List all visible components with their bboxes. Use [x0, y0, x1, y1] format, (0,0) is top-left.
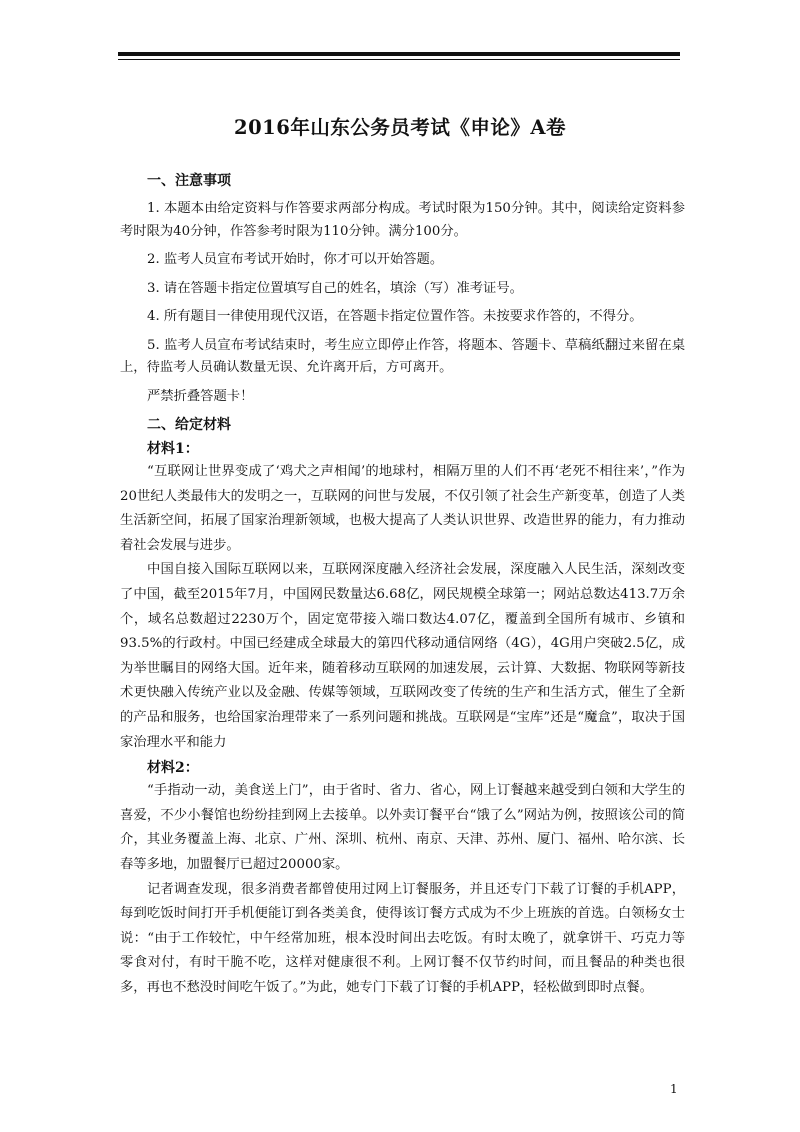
note-item-4: 4. 所有题目一律使用现代汉语，在答题卡指定位置作答。未按要求作答的，不得分。 [147, 309, 643, 324]
material-2-label: 材料2： [147, 760, 199, 777]
notes-heading: 一、注意事项 [147, 173, 231, 189]
material-1-paragraph-2: 中国自接入国际互联网以来，互联网深度融入经济社会发展，深度融入人民生活，深刻改变了中国，截至2015年7月，中国网民数量达6.68亿，网民规模全球第一；网站总数达413.7万余个，域名总数超过2230万个，固定宽带接入端口数达4.07亿，覆盖到全国所有城市、乡镇和93.5%的行政村。中国已经建成全球最大的第四代移动通信网络（4G），4G用户突破2.5亿，成为举世瞩目的网络大国。近年来，随着移动互联网的加速发展，云计算、大数据、物联网等新技术更快融入传统产业以及金融、传媒等领域，互联网改变了传统的生产和生活方式，催生了全新的产品和服务，也给国家治理带来了一系列问题和挑战。互联网是“宝库”还是“魔盒”，取决于国家治理水平和能力 [120, 562, 685, 750]
material-2-paragraph-2: 记者调查发现，很多消费者都曾使用过网上订餐服务，并且还专门下载了订餐的手机APP，每到吃饭时间打开手机便能订到各类美食，使得该订餐方式成为不少上班族的首选。白领杨女士说：“由于工作较忙，中午经常加班，根本没时间出去吃饭。有时太晚了，就拿饼干、巧克力等零食对付，有时干脆不吃，这样对健康很不利。上网订餐不仅节约时间，而且餐品的种类也很多，再也不愁没时间吃午饭了。”为此，她专门下载了订餐的手机APP，轻松做到即时点餐。 [120, 881, 685, 995]
materials-heading: 二、给定材料 [147, 417, 231, 433]
note-item-1: 1. 本题本由给定资料与作答要求两部分构成。考试时限为150分钟。其中，阅读给定资料参考时限为40分钟，作答参考时限为110分钟。满分100分。 [120, 201, 685, 239]
note-item-5: 5. 监考人员宣布考试结束时，考生应立即停止作答，将题本、答题卡、草稿纸翻过来留在桌上，待监考人员确认数量无误、允许离开后，方可离开。 [120, 337, 685, 375]
document-title: 2016年山东公务员考试《申论》A卷 [234, 116, 566, 139]
header-rule-thin [118, 59, 680, 60]
note-item-3: 3. 请在答题卡指定位置填写自己的姓名，填涂（写）准考证号。 [147, 280, 523, 296]
header-rule-thick [118, 52, 680, 56]
material-2-paragraph-1: “手指动一动，美食送上门”，由于省时、省力、省心，网上订餐越来越受到白领和大学生的喜爱，不少小餐馆也纷纷挂到网上去接单。以外卖订餐平台“饿了么”网站为例，按照该公司的简介，其业务覆盖上海、北京、广州、深圳、杭州、南京、天津、苏州、厦门、福州、哈尔滨、长春等多地，加盟餐厅已超过20000家。 [120, 783, 685, 872]
material-1-paragraph-1: “互联网让世界变成了‘鸡犬之声相闻’的地球村，相隔万里的人们不再‘老死不相往来’，”作为20世纪人类最伟大的发明之一，互联网的问世与发展，不仅引领了社会生产新变革，创造了人类生活新空间，拓展了国家治理新领域，也极大提高了人类认识世界、改造世界的能力，有力推动着社会发展与进步。 [120, 464, 685, 553]
page-number: 1 [670, 1082, 678, 1096]
document-body [120, 170, 685, 1000]
material-1-label: 材料1： [147, 441, 199, 457]
notes-section [120, 170, 685, 408]
note-warning: 严禁折叠答题卡！ [147, 388, 254, 404]
materials-section [120, 414, 685, 1000]
note-item-2: 2. 监考人员宣布考试开始时，你才可以开始答题。 [147, 252, 444, 267]
